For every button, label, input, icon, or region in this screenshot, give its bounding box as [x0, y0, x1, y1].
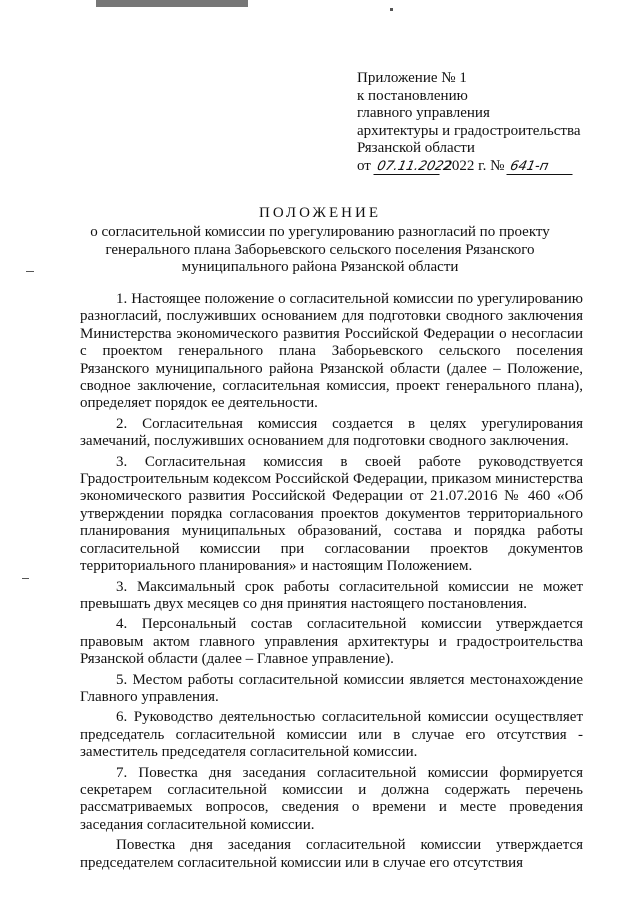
appendix-block [357, 70, 627, 175]
scan-artifact [96, 0, 248, 7]
paragraph: 7. Повестка дня заседания согласительной комиссии формируется секретарем согласительной комиссии и должна содержать перечень рассматриваемых вопросов, сведения о времени и месте проведения заседания согласительной комиссии. [80, 764, 583, 833]
appendix-line: к постановлению [357, 87, 468, 104]
paragraph: 4. Персональный состав согласительной комиссии утверждается правовым актом главного управления архитектуры и градостроительства Рязанской области (далее – Главное управление). [80, 616, 583, 668]
document-subtitle: о согласительной комиссии по урегулированию разногласий по проекту генерального плана Заборьевского сельского поселения Рязанского муниципального района Рязанской области [90, 224, 550, 275]
document-title: ПОЛОЖЕНИЕ [259, 205, 381, 221]
handwritten-number: 641-п [507, 160, 576, 175]
document-body [80, 291, 583, 875]
date-prefix: от [357, 157, 371, 174]
scan-artifact [22, 578, 29, 579]
scan-artifact [390, 8, 393, 11]
appendix-line: архитектуры и градостроительства [357, 122, 581, 139]
paragraph: Повестка дня заседания согласительной комиссии утверждается председателем согласительной комиссии или в случае его отсутствия [80, 837, 583, 871]
appendix-line: Приложение № 1 [357, 70, 467, 86]
appendix-line: Рязанской области [357, 140, 475, 156]
paragraph: 3. Согласительная комиссия в своей работе руководствуется Градостроительным кодексом Российской Федерации, приказом министерства экономического развития Российской Федерации от 21.07.2016 № 460 «Об утверждении порядка согласования проектов документов территориального планирования муниципальных образований, состава и порядка работы согласительной комиссии при согласовании проектов документов территориального планирования» и настоящим Положением. [80, 453, 583, 575]
paragraph: 2. Согласительная комиссия создается в целях урегулирования замечаний, послуживших основанием для подготовки сводного заключения. [80, 415, 583, 450]
appendix-date-line [357, 158, 627, 176]
date-suffix: 2022 г. № [444, 157, 505, 174]
scan-artifact [26, 271, 34, 272]
paragraph: 3. Максимальный срок работы согласительной комиссии не может превышать двух месяцев со дня принятия настоящего постановления. [80, 578, 583, 612]
paragraph: 5. Местом работы согласительной комиссии является местонахождение Главного управления. [80, 671, 583, 705]
handwritten-date: 07.11.2022 [373, 160, 442, 175]
paragraph: 6. Руководство деятельностью согласительной комиссии осуществляет председатель согласительной комиссии или в случае его отсутствия - заместитель председателя согласительной комиссии. [80, 709, 583, 761]
paragraph: 1. Настоящее положение о согласительной комиссии по урегулированию разногласий, послуживших основанием для подготовки сводного заключения Министерства экономического развития Российской Федерации о несогласии с проектом генерального плана Заборьевского сельского поселения Рязанского муниципального района Рязанской области (далее – Положение, сводное заключение, согласительная комиссия, проект генерального плана), определяет порядок ее деятельности. [80, 291, 583, 412]
appendix-line: главного управления [357, 105, 490, 121]
